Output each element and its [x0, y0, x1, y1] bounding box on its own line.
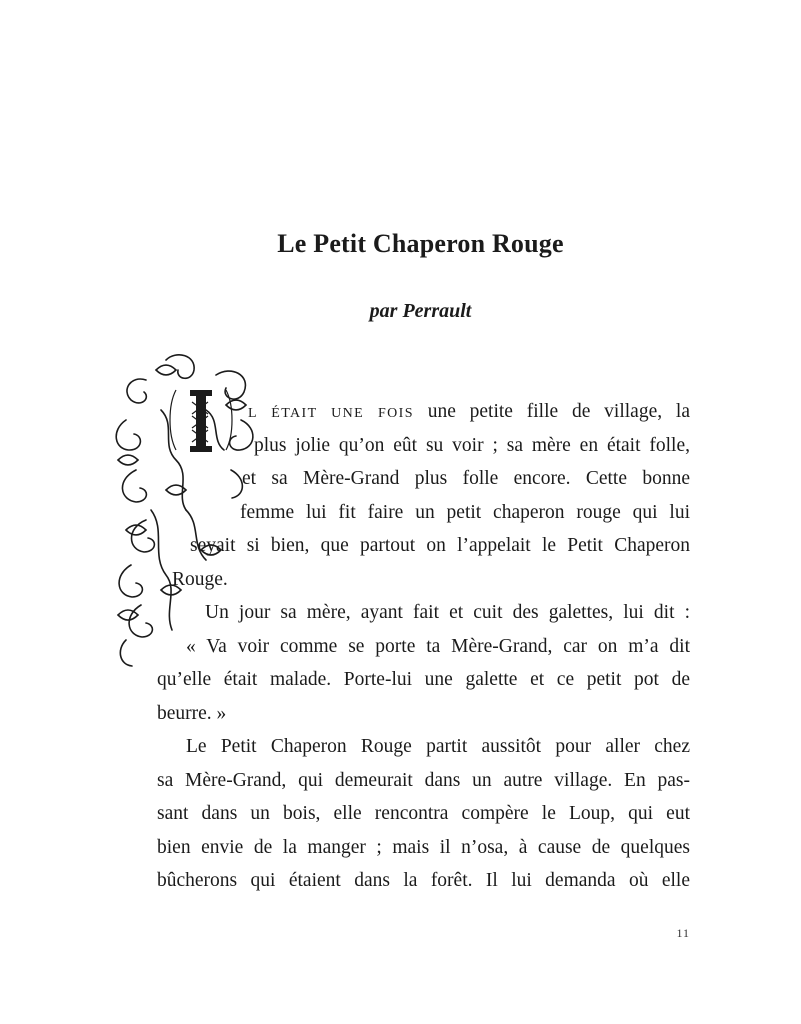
text-line	[242, 462, 690, 496]
text-line	[186, 730, 690, 764]
text-line	[248, 395, 690, 429]
line-text: seyait si bien, que partout on l’appelait le Petit Chaperon	[190, 535, 690, 556]
text-line	[240, 496, 690, 530]
page-number: 11	[676, 926, 690, 940]
line-text: bûcherons qui étaient dans la forêt. Il lui demanda où elle	[157, 870, 690, 891]
text-line	[172, 563, 690, 597]
text-line	[157, 797, 690, 831]
line-text: bien envie de la manger ; mais il n’osa, à cause de quelques	[157, 837, 690, 858]
text-line	[190, 529, 690, 563]
text-line	[157, 697, 690, 731]
text-line	[157, 864, 690, 898]
line-text: sa Mère-Grand, qui demeurait dans un autre village. En pas-	[157, 770, 690, 791]
story-title: Le Petit Chaperon Rouge	[277, 229, 564, 258]
text-line	[186, 630, 690, 664]
text-line	[254, 429, 690, 463]
line-text: Le Petit Chaperon Rouge partit aussitôt pour aller chez	[186, 736, 690, 757]
line-text: qu’elle était malade. Porte-lui une galette et ce petit pot de	[157, 669, 690, 690]
line-text: femme lui fit faire un petit chaperon rouge qui lui	[240, 502, 690, 523]
line-text: beurre. »	[157, 703, 227, 724]
line-text: plus jolie qu’on eût su voir ; sa mère en était folle,	[254, 435, 690, 456]
line-text: Un jour sa mère, ayant fait et cuit des galettes, lui dit :	[205, 602, 690, 623]
line-text: une petite fille de village, la	[413, 401, 690, 422]
text-line	[205, 596, 690, 630]
line-text: et sa Mère-Grand plus folle encore. Cette bonne	[242, 468, 690, 489]
story-byline: par Perrault	[369, 300, 472, 322]
line-text: « Va voir comme se porte ta Mère-Grand, car on m’a dit	[186, 636, 690, 657]
text-line	[157, 764, 690, 798]
text-line	[157, 831, 690, 865]
text-line	[157, 663, 690, 697]
line-text: sant dans un bois, elle rencontra compère le Loup, qui eut	[157, 803, 690, 824]
opening-smallcaps: L ÉTAIT UNE FOIS	[248, 406, 414, 421]
line-text: Rouge.	[172, 569, 228, 590]
